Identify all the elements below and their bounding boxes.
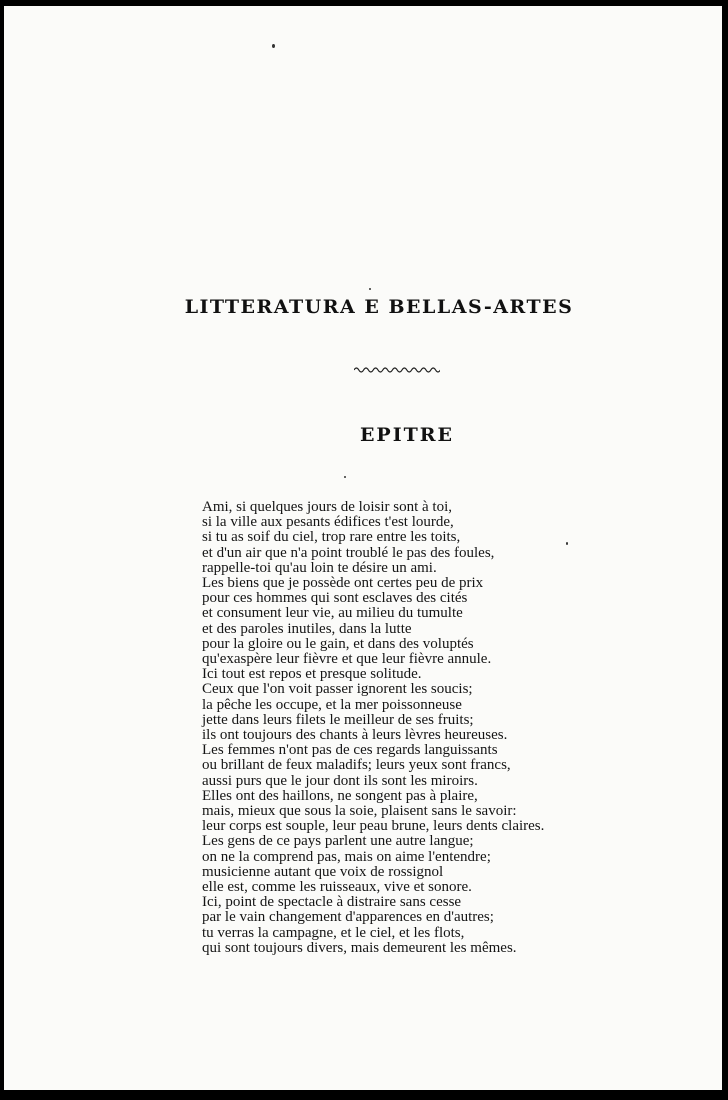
poem-line: et d'un air que n'a point troublé le pas des foules, xyxy=(202,544,495,561)
poem-line: on ne la comprend pas, mais on aime l'entendre; xyxy=(202,848,491,865)
wavy-ornament-divider xyxy=(354,364,440,376)
poem-line: musicienne autant que voix de rossignol xyxy=(202,863,444,880)
poem-line: aussi purs que le jour dont ils sont les miroirs. xyxy=(202,772,478,789)
poem-line: qui sont toujours divers, mais demeurent les mêmes. xyxy=(202,939,517,956)
poem-line: ou brillant de feux maladifs; leurs yeux sont francs, xyxy=(202,757,511,774)
poem-body xyxy=(202,500,702,956)
poem-line: tu verras la campagne, et le ciel, et les flots, xyxy=(202,924,465,941)
poem-line: leur corps est souple, leur peau brune, leurs dents claires. xyxy=(202,818,545,835)
section-title: LITTERATURA E BELLAS-ARTES xyxy=(184,296,574,318)
poem-line: Les biens que je possède ont certes peu de prix xyxy=(202,575,484,592)
print-speck xyxy=(566,542,568,545)
poem-line: qu'exaspère leur fièvre et que leur fièvre annule. xyxy=(202,651,492,668)
poem-line: mais, mieux que sous la soie, plaisent sans le savoir: xyxy=(202,803,517,820)
document-page xyxy=(4,6,722,1090)
print-speck xyxy=(272,44,275,48)
poem-line: Elles ont des haillons, ne songent pas à plaire, xyxy=(202,787,478,804)
poem-line: Ami, si quelques jours de loisir sont à toi, xyxy=(202,499,452,515)
poem-line: par le vain changement d'apparences en d'autres; xyxy=(202,909,494,926)
poem-line: pour ces hommes qui sont esclaves des cités xyxy=(202,590,468,607)
poem-line: jette dans leurs filets le meilleur de ses fruits; xyxy=(202,711,474,728)
poem-line: Ici tout est repos et presque solitude. xyxy=(202,666,422,683)
poem-line: et consument leur vie, au milieu du tumulte xyxy=(202,605,463,622)
print-speck xyxy=(369,288,371,290)
poem-line: si la ville aux pesants édifices t'est lourde, xyxy=(202,514,454,531)
print-speck xyxy=(344,476,346,478)
poem-line: Ceux que l'on voit passer ignorent les soucis; xyxy=(202,681,473,698)
poem-line: si tu as soif du ciel, trop rare entre les toits, xyxy=(202,529,461,546)
poem-line: pour la gloire ou le gain, et dans des voluptés xyxy=(202,635,474,652)
poem-line: rappelle-toi qu'au loin te désire un ami. xyxy=(202,559,437,576)
poem-title: EPITRE xyxy=(359,424,455,446)
poem-line: elle est, comme les ruisseaux, vive et sonore. xyxy=(202,879,472,896)
poem-line: Les gens de ce pays parlent une autre langue; xyxy=(202,833,474,850)
poem-line: la pêche les occupe, et la mer poissonneuse xyxy=(202,696,462,713)
poem-line: et des paroles inutiles, dans la lutte xyxy=(202,620,412,637)
poem-line: Les femmes n'ont pas de ces regards languissants xyxy=(202,742,498,759)
poem-line: Ici, point de spectacle à distraire sans cesse xyxy=(202,894,462,911)
poem-line: ils ont toujours des chants à leurs lèvres heureuses. xyxy=(202,727,508,744)
